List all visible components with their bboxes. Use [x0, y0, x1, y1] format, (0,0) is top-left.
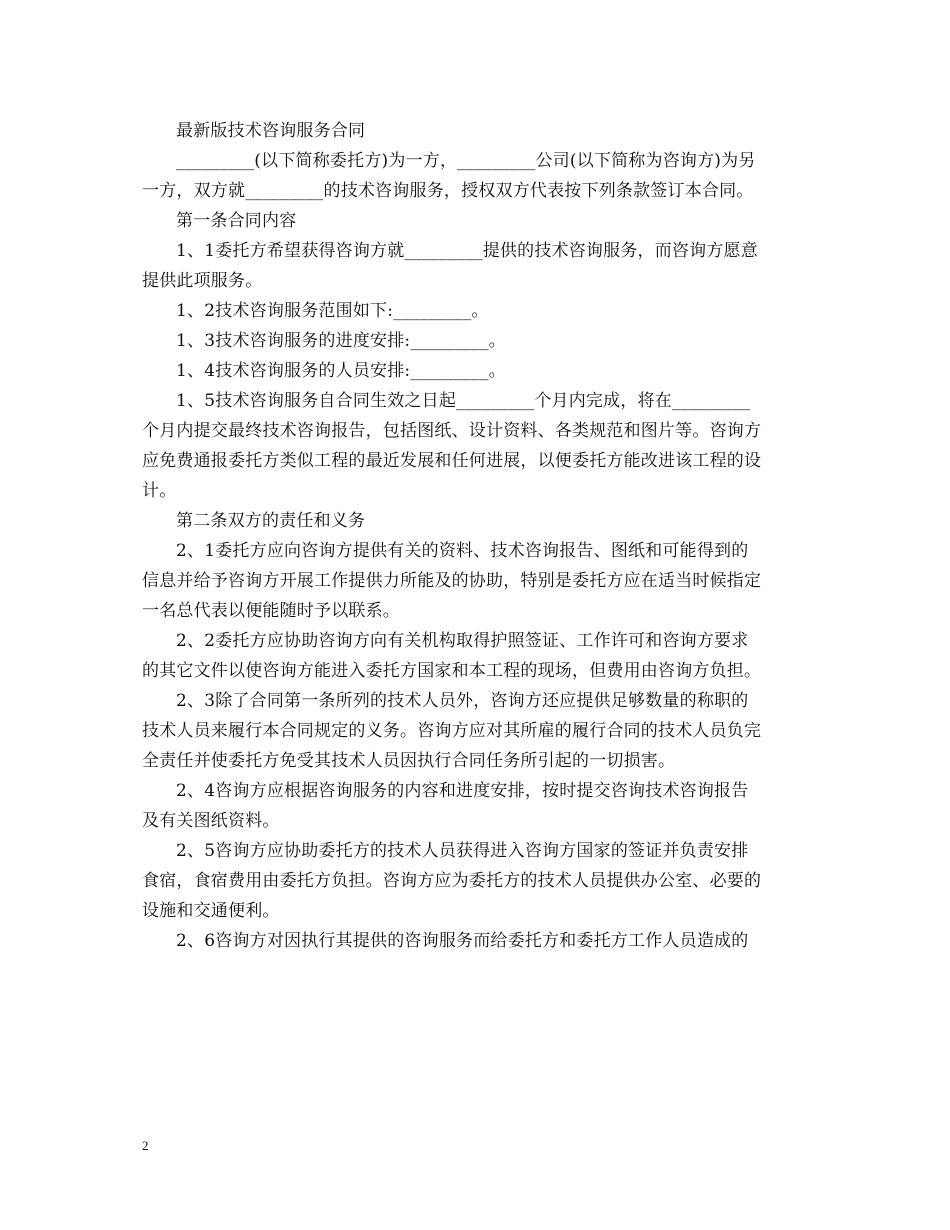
text-line: 2、2委托方应协助咨询方向有关机构取得护照签证、工作许可和咨询方要求	[176, 631, 749, 651]
text-line: 的其它文件以使咨询方能进入委托方国家和本工程的现场，但费用由咨询方负担。	[142, 661, 762, 681]
text-line: _________(以下简称委托方)为一方，_________公司(以下简称为咨询方)为另	[176, 151, 756, 171]
text-line: 设施和交通便利。	[142, 901, 280, 921]
text-line: 应免费通报委托方类似工程的最近发展和任何进展，以便委托方能改进该工程的设	[142, 451, 762, 471]
document-body	[142, 116, 812, 956]
page-number: 2	[142, 1138, 149, 1153]
text-line: 一名总代表以便能随时予以联系。	[142, 601, 400, 621]
text-line: 一方，双方就_________的技术咨询服务，授权双方代表按下列条款签订本合同。	[142, 181, 754, 201]
text-line: 食宿，食宿费用由委托方负担。咨询方应为委托方的技术人员提供办公室、必要的	[142, 871, 762, 891]
text-line: 计。	[142, 481, 177, 501]
text-line: 及有关图纸资料。	[142, 811, 280, 831]
text-line: 1、1委托方希望获得咨询方就_________提供的技术咨询服务，而咨询方愿意	[176, 241, 758, 261]
text-line: 1、3技术咨询服务的进度安排:_________。	[176, 331, 506, 351]
text-line: 2、5咨询方应协助委托方的技术人员获得进入咨询方国家的签证并负责安排	[176, 841, 749, 861]
text-line: 2、4咨询方应根据咨询服务的内容和进度安排，按时提交咨询技术咨询报告	[176, 781, 749, 801]
text-line: 提供此项服务。	[142, 271, 263, 291]
text-line: 最新版技术咨询服务合同	[176, 121, 366, 141]
text-line: 2、1委托方应向咨询方提供有关的资料、技术咨询报告、图纸和可能得到的	[176, 541, 749, 561]
text-line: 1、5技术咨询服务自合同生效之日起_________个月内完成，将在_________	[176, 391, 751, 411]
text-line: 技术人员来履行本合同规定的义务。咨询方应对其所雇的履行合同的技术人员负完	[142, 721, 762, 741]
text-line: 信息并给予咨询方开展工作提供力所能及的协助，特别是委托方应在适当时候指定	[142, 571, 762, 591]
text-line: 个月内提交最终技术咨询报告，包括图纸、设计资料、各类规范和图片等。咨询方	[142, 421, 762, 441]
text-line: 全责任并使委托方免受其技术人员因执行合同任务所引起的一切损害。	[142, 751, 676, 771]
text-line: 2、6咨询方对因执行其提供的咨询服务而给委托方和委托方工作人员造成的	[176, 931, 749, 951]
text-line: 第二条双方的责任和义务	[176, 511, 366, 531]
text-line: 第一条合同内容	[176, 211, 297, 231]
text-line: 1、4技术咨询服务的人员安排:_________。	[176, 361, 506, 381]
text-line: 1、2技术咨询服务范围如下:_________。	[176, 301, 489, 321]
text-line: 2、3除了合同第一条所列的技术人员外，咨询方还应提供足够数量的称职的	[176, 691, 749, 711]
